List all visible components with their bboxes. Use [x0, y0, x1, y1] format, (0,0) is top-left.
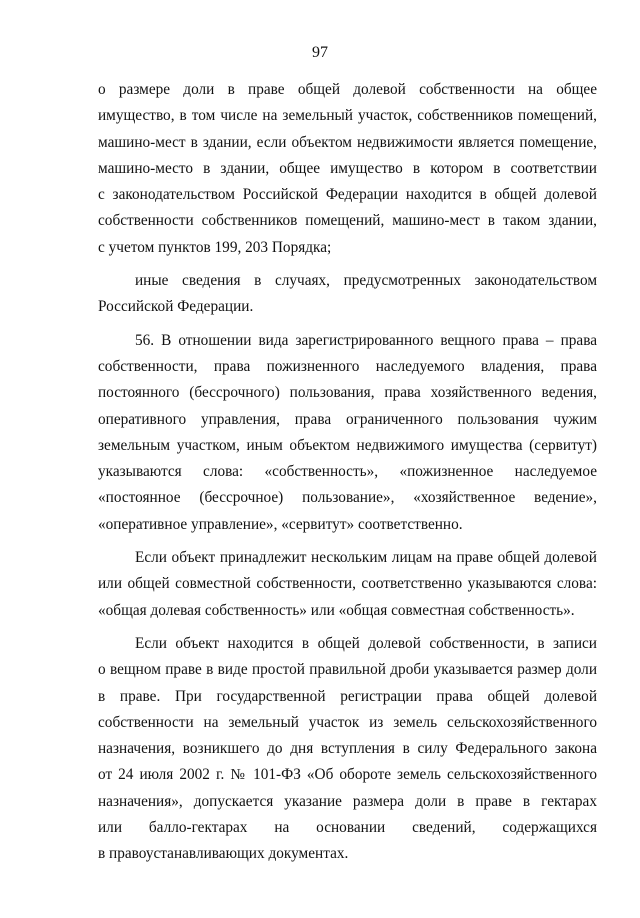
- text-line: или общей совместной собственности, соответственно указываются слова:: [98, 575, 597, 593]
- text-line: 56. В отношении вида зарегистрированного вещного права – права: [135, 331, 597, 349]
- text-line: в праве. При государственной регистрации права общей долевой: [98, 687, 597, 705]
- text-line: «постоянное (бессрочное) пользование», «хозяйственное ведение»,: [98, 489, 597, 507]
- text-line: или балло-гектарах на основании сведений, содержащихся: [98, 819, 597, 837]
- text-line: указываются слова: «собственность», «пожизненное наследуемое: [98, 463, 597, 481]
- page-number: 97: [312, 44, 328, 61]
- text-line: постоянного (бессрочного) пользования, права хозяйственного ведения,: [98, 384, 597, 402]
- text-line: Российской Федерации.: [98, 298, 254, 316]
- text-line: машино-место в здании, общее имущество в котором в соответствии: [98, 159, 597, 177]
- document-body: [98, 77, 597, 868]
- paragraph-share-fraction: [98, 631, 597, 868]
- text-line: иные сведения в случаях, предусмотренных законодательством: [135, 272, 597, 290]
- text-line: с законодательством Российской Федерации находится в общей долевой: [98, 186, 597, 204]
- text-line: назначения», допускается указание размера доли в праве в гектарах: [98, 792, 597, 810]
- text-line: назначения, возникшего до дня вступления в силу Федерального закона: [98, 740, 597, 758]
- text-line: с учетом пунктов 199, 203 Порядка;: [98, 238, 332, 256]
- text-line: в правоустанавливающих документах.: [98, 845, 349, 863]
- paragraph-other-info: [98, 268, 597, 321]
- text-line: машино-мест в здании, если объектом недвижимости является помещение,: [98, 133, 597, 151]
- text-line: «общая долевая собственность» или «общая совместная собственность».: [98, 601, 575, 619]
- text-line: земельным участком, иным объектом недвижимого имущества (сервитут): [98, 436, 597, 454]
- paragraph-share-size: [98, 77, 597, 261]
- text-line: имущество, в том числе на земельный участок, собственников помещений,: [98, 107, 597, 125]
- text-line: собственности, права пожизненного наследуемого владения, права: [98, 357, 597, 375]
- text-line: Если объект находится в общей долевой собственности, в записи: [135, 634, 597, 652]
- text-line: о вещном праве в виде простой правильной дроби указывается размер доли: [98, 661, 597, 679]
- paragraph-several-owners: [98, 545, 597, 624]
- paragraph-item-56: [98, 328, 597, 538]
- text-line: оперативного управления, права ограниченного пользования чужим: [98, 410, 597, 428]
- text-line: собственности собственников помещений, машино-мест в таком здании,: [98, 212, 597, 230]
- text-line: от 24 июля 2002 г. № 101-ФЗ «Об обороте земель сельскохозяйственного: [98, 766, 597, 784]
- text-line: «оперативное управление», «сервитут» соответственно.: [98, 515, 463, 533]
- text-line: собственности на земельный участок из земель сельскохозяйственного: [98, 713, 597, 731]
- text-line: Если объект принадлежит нескольким лицам на праве общей долевой: [135, 549, 597, 567]
- text-line: о размере доли в праве общей долевой собственности на общее: [98, 81, 597, 98]
